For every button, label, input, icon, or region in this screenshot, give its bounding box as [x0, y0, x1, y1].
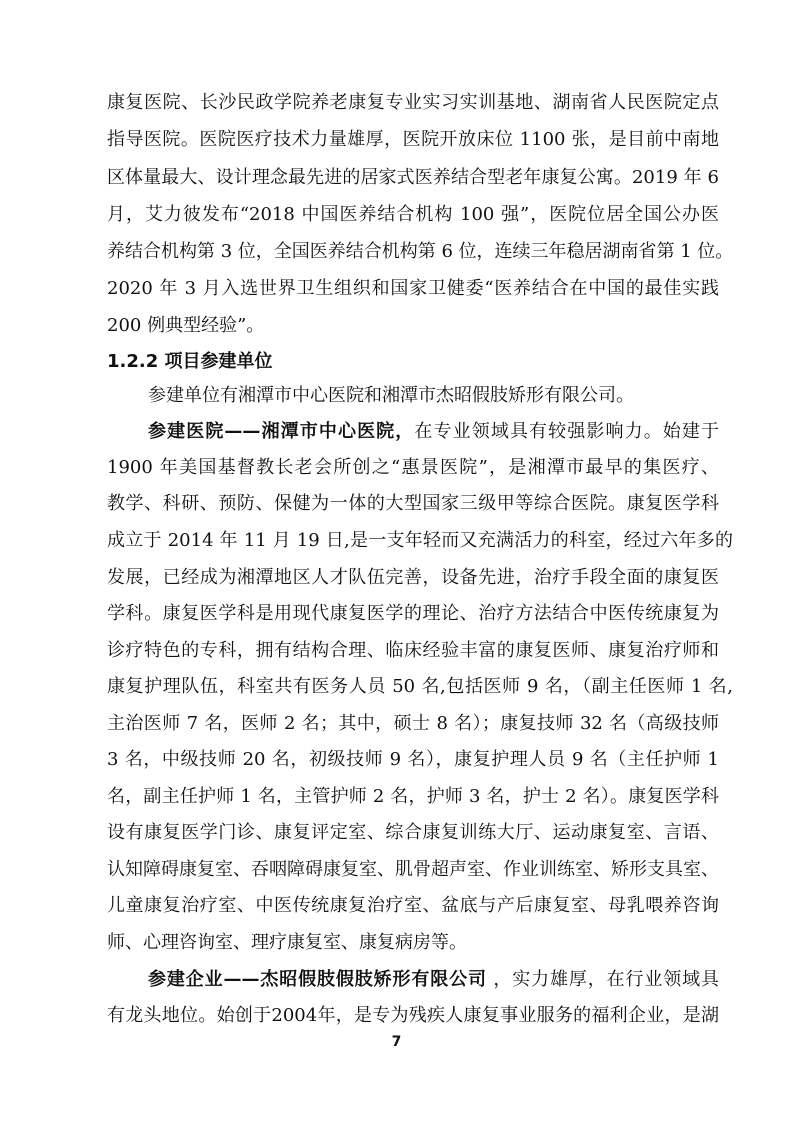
text-line: 1900 年美国基督教长老会所创之“惠景医院”，是湘潭市最早的集医疗、 [107, 457, 719, 478]
hospital-lead: 参建医院——湘潭市中心医院， [148, 421, 415, 442]
text-line: 2020 年 3 月入选世界卫生组织和国家卫健委“医养结合在中国的最佳实践 [107, 278, 719, 299]
section-intro: 参建单位有湘潭市中心医院和湘潭市杰昭假肢矫形有限公司。 [148, 385, 634, 406]
page-number: 7 [391, 1034, 402, 1050]
text-line: 设有康复医学门诊、康复评定室、综合康复训练大厅、运动康复室、言语、 [107, 822, 719, 843]
text-line: 成立于 2014 年 11 月 19 日,是一支年轻而又充满活力的科室，经过六年多的 [107, 530, 733, 551]
hospital-lead-rest: 在专业领域具有较强影响力。始建于 [414, 421, 720, 442]
text-line: 200 例典型经验”。 [107, 315, 265, 336]
text-line: 康复医院、长沙民政学院养老康复专业实习实训基地、湖南省人民医院定点 [107, 92, 719, 113]
text-line: 学科。康复医学科是用现代康复医学的理论、治疗方法结合中医传统康复为 [107, 603, 719, 624]
text-line: 养结合机构第 3 位，全国医养结合机构第 6 位，连续三年稳居湖南省第 1 位。 [107, 241, 733, 262]
text-line: 儿童康复治疗室、中医传统康复治疗室、盆底与产后康复室、母乳喂养咨询 [107, 895, 719, 916]
text-line: 有龙头地位。始创于2004年，是专为残疾人康复事业服务的福利企业，是湖 [107, 1005, 719, 1026]
enterprise-lead: 参建企业——杰昭假肢假肢矫形有限公司 [148, 969, 487, 990]
text-line: 月，艾力彼发布“2018 中国医养结合机构 100 强”，医院位居全国公办医 [107, 204, 719, 225]
text-line: 诊疗特色的专科，拥有结构合理、临床经验丰富的康复医师、康复治疗师和 [107, 640, 719, 661]
text-line: 主治医师 7 名，医师 2 名；其中，硕士 8 名）；康复技师 32 名（高级技师 [107, 713, 719, 734]
section-heading: 1.2.2 项目参建单位 [107, 351, 273, 372]
text-line: 教学、科研、预防、保健为一体的大型国家三级甲等综合医院。康复医学科 [107, 493, 719, 514]
hospital-lead-line [148, 420, 719, 444]
text-line: 指导医院。医院医疗技术力量雄厚，医院开放床位 1100 张，是目前中南地 [107, 129, 719, 150]
text-line: 认知障碍康复室、吞咽障碍康复室、肌骨超声室、作业训练室、矫形支具室、 [107, 859, 719, 880]
enterprise-lead-line [148, 968, 719, 992]
text-line: 康复护理队伍，科室共有医务人员 50 名,包括医师 9 名，（副主任医师 1 名, [107, 676, 733, 697]
text-line: 发展，已经成为湘潭地区人才队伍完善，设备先进，治疗手段全面的康复医 [107, 567, 719, 588]
text-line: 名，副主任护师 1 名，主管护师 2 名，护师 3 名，护士 2 名）。康复医学科 [107, 786, 719, 807]
text-line: 3 名，中级技师 20 名，初级技师 9 名），康复护理人员 9 名（主任护师 1 [107, 749, 719, 770]
text-line: 区体量最大、设计理念最先进的居家式医养结合型老年康复公寓。2019 年 6 [107, 167, 719, 188]
enterprise-lead-rest: ，实力雄厚，在行业领域具 [486, 969, 719, 990]
text-line: 师、心理咨询室、理疗康复室、康复病房等。 [107, 932, 467, 953]
